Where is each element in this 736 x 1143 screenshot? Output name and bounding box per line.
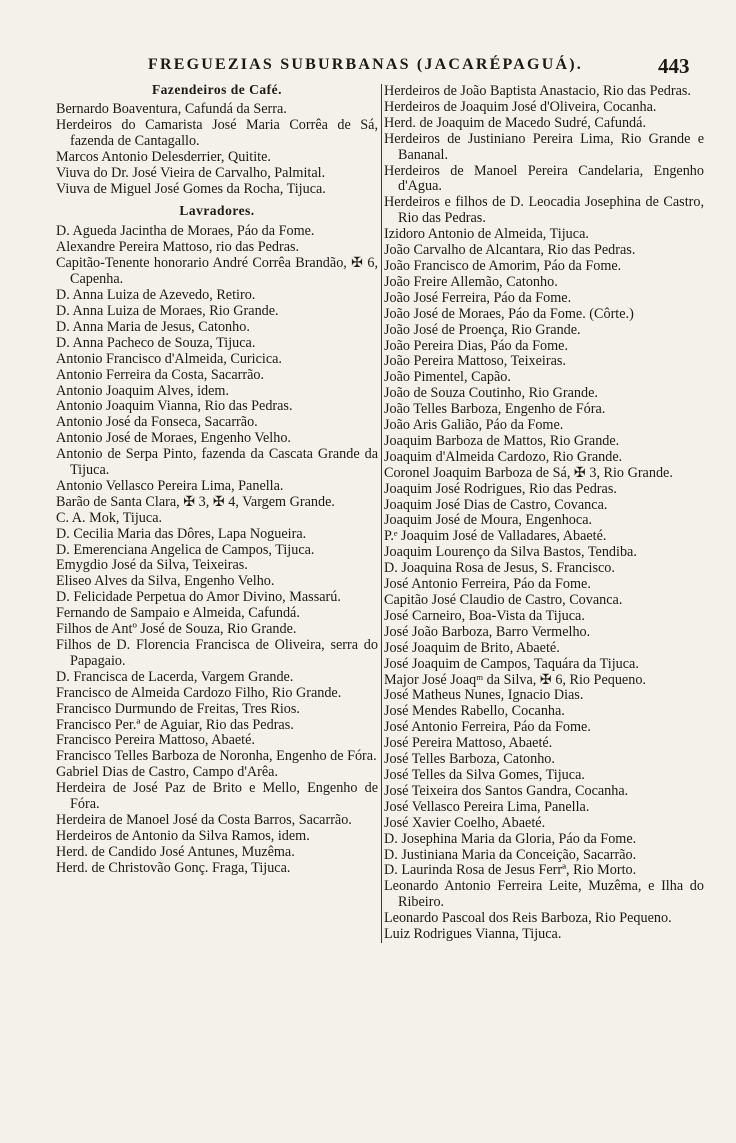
directory-entry: João Pereira Mattoso, Teixeiras. [384, 353, 566, 370]
directory-entry: Viuva do Dr. José Vieira de Carvalho, Palmital. [56, 164, 326, 181]
directory-entry: João Carvalho de Alcantara, Rio das Pedras. [384, 242, 636, 259]
directory-entry: Antonio Vellasco Pereira Lima, Panella. [56, 477, 284, 494]
directory-entry: Joaquim Lourenço da Silva Bastos, Tendiba. [384, 544, 637, 561]
directory-entry: Fernando de Sampaio e Almeida, Cafundá. [56, 605, 300, 622]
directory-entry: Filhos de Antº José de Souza, Rio Grande. [56, 621, 297, 638]
directory-entry: Luiz Rodrigues Vianna, Tijuca. [384, 926, 562, 943]
directory-entry: José Carneiro, Boa-Vista da Tijuca. [384, 607, 585, 624]
directory-entry: José Vellasco Pereira Lima, Panella. [384, 798, 590, 815]
directory-entry: Herd. de Joaquim de Macedo Sudré, Cafundá. [384, 114, 646, 131]
directory-entry: Herdeiros de Antonio da Silva Ramos, idem. [56, 827, 310, 844]
directory-entry: José Telles da Silva Gomes, Tijuca. [384, 766, 585, 783]
directory-entry: Joaquim José Dias de Castro, Covanca. [384, 496, 608, 513]
directory-entry: Eliseo Alves da Silva, Engenho Velho. [56, 573, 275, 590]
directory-entry: José Joaquim de Campos, Taquára da Tijuca. [384, 655, 639, 672]
directory-entry: Coronel Joaquim Barboza de Sá, ✠ 3, Rio Grande. [384, 464, 673, 481]
directory-entry: D. Agueda Jacintha de Moraes, Páo da Fome. [56, 223, 315, 240]
directory-entry: José Telles Barboza, Catonho. [384, 751, 555, 768]
directory-entry: Leonardo Antonio Ferreira Leite, Muzêma, e Ilha do Ribeiro. [384, 878, 704, 911]
directory-entry: João Pimentel, Capão. [384, 369, 511, 386]
directory-entry: Antonio Joaquim Vianna, Rio das Pedras. [56, 398, 293, 415]
directory-entry: José Pereira Mattoso, Abaeté. [384, 735, 553, 752]
directory-entry: Antonio José de Moraes, Engenho Velho. [56, 430, 291, 447]
directory-entry: Leonardo Pascoal dos Reis Barboza, Rio Pequeno. [384, 910, 672, 927]
directory-entry: João Pereira Dias, Páo da Fome. [384, 337, 569, 354]
right-column [381, 84, 704, 943]
directory-entry: C. A. Mok, Tijuca. [56, 509, 163, 526]
directory-entry: Herdeiros de Justiniano Pereira Lima, Rio Grande e Bananal. [384, 130, 704, 163]
directory-entry: Gabriel Dias de Castro, Campo d'Arêa. [56, 764, 279, 781]
directory-entry: D. Francisca de Lacerda, Vargem Grande. [56, 668, 294, 685]
directory-entry: Herdeiros de João Baptista Anastacio, Rio das Pedras. [384, 83, 691, 99]
lavradores-list [56, 224, 378, 876]
directory-entry: Herdeiros do Camarista José Maria Corrêa de Sá, fazenda de Cantagallo. [56, 116, 378, 149]
directory-entry: Alexandre Pereira Mattoso, rio das Pedras. [56, 239, 300, 256]
directory-entry: D. Anna Maria de Jesus, Catonho. [56, 318, 250, 335]
directory-entry: João José de Moraes, Páo da Fome. (Côrte.) [384, 305, 634, 322]
directory-entry: Antonio José da Fonseca, Sacarrão. [56, 414, 258, 431]
directory-entry: Herd. de Christovão Gonç. Fraga, Tijuca. [56, 859, 291, 876]
directory-entry: Marcos Antonio Delesderrier, Quitite. [56, 148, 271, 165]
directory-entry: D. Felicidade Perpetua do Amor Divino, Massarú. [56, 589, 341, 606]
fazendeiros-list [56, 102, 378, 197]
directory-entry: Francisco de Almeida Cardozo Filho, Rio Grande. [56, 684, 342, 701]
directory-entry: Viuva de Miguel José Gomes da Rocha, Tijuca. [56, 180, 326, 197]
directory-entry: Herdeira de José Paz de Brito e Mello, Engenho de Fóra. [56, 780, 378, 813]
directory-entry: José Antonio Ferreira, Páo da Fome. [384, 719, 591, 736]
directory-entry: Capitão-Tenente honorario André Corrêa Brandão, ✠ 6, Capenha. [56, 255, 378, 288]
directory-entry: P.ᵉ Joaquim José de Valladares, Abaeté. [384, 528, 607, 545]
directory-entry: Joaquim Barboza de Mattos, Rio Grande. [384, 432, 620, 449]
directory-entry: Antonio Ferreira da Costa, Sacarrão. [56, 366, 265, 383]
directory-entry: D. Joaquina Rosa de Jesus, S. Francisco. [384, 560, 615, 577]
directory-entry: D. Anna Luiza de Moraes, Rio Grande. [56, 302, 279, 319]
directory-entry: João de Souza Coutinho, Rio Grande. [384, 385, 598, 402]
directory-entry: Joaquim José de Moura, Engenhoca. [384, 512, 593, 529]
directory-entry: Herdeiros e filhos de D. Leocadia Josephina de Castro, Rio das Pedras. [384, 194, 704, 227]
directory-entry: João Aris Galião, Páo da Fome. [384, 417, 564, 434]
directory-entry: Antonio Joaquim Alves, idem. [56, 382, 229, 399]
page-number: 443 [658, 54, 690, 78]
directory-entry: Herdeiros de Manoel Pereira Candelaria, Engenho d'Agua. [384, 162, 704, 195]
directory-entry: Antonio de Serpa Pinto, fazenda da Cascata Grande da Tijuca. [56, 446, 378, 479]
directory-entry: José Xavier Coelho, Abaeté. [384, 814, 546, 831]
directory-entry: João José Ferreira, Páo da Fome. [384, 289, 572, 306]
directory-entry: D. Anna Luiza de Azevedo, Retiro. [56, 287, 256, 304]
directory-entry: D. Josephina Maria da Gloria, Páo da Fome. [384, 830, 637, 847]
directory-entry: Barão de Santa Clara, ✠ 3, ✠ 4, Vargem Grande. [56, 493, 335, 510]
directory-entry: José João Barboza, Barro Vermelho. [384, 623, 591, 640]
left-column [56, 82, 378, 877]
directory-entry: José Matheus Nunes, Ignacio Dias. [384, 687, 584, 704]
directory-entry: João Francisco de Amorim, Páo da Fome. [384, 257, 622, 274]
page-header [0, 52, 736, 82]
directory-entry: Izidoro Antonio de Almeida, Tijuca. [384, 226, 589, 243]
directory-entry: João Telles Barboza, Engenho de Fóra. [384, 401, 606, 418]
directory-entry: Francisco Telles Barboza de Noronha, Engenho de Fóra. [56, 748, 377, 765]
directory-entry: Francisco Pereira Mattoso, Abaeté. [56, 732, 255, 749]
directory-entry: José Antonio Ferreira, Páo da Fome. [384, 576, 591, 593]
page-title: FREGUEZIAS SUBURBANAS (JACARÉPAGUÁ). [148, 56, 583, 73]
directory-entry: José Mendes Rabello, Cocanha. [384, 703, 565, 720]
directory-entry: Major José Joaqᵐ da Silva, ✠ 6, Rio Pequeno. [384, 671, 646, 688]
directory-entry: João Freire Allemão, Catonho. [384, 273, 558, 290]
directory-entry: Capitão José Claudio de Castro, Covanca. [384, 592, 623, 608]
directory-entry: João José de Proença, Rio Grande. [384, 321, 581, 338]
directory-entry: Francisco Per.ª de Aguiar, Rio das Pedras. [56, 716, 294, 733]
directory-entry: D. Anna Pacheco de Souza, Tijuca. [56, 334, 256, 351]
directory-entry: Joaquim d'Almeida Cardozo, Rio Grande. [384, 448, 623, 465]
directory-entry: Antonio Francisco d'Almeida, Curicica. [56, 350, 282, 367]
directory-entry: D. Laurinda Rosa de Jesus Ferrª, Rio Morto. [384, 862, 637, 879]
directory-entry: José Teixeira dos Santos Gandra, Cocanha. [384, 782, 629, 799]
directory-entry: Filhos de D. Florencia Francisca de Oliveira, serra do Papagaio. [56, 637, 378, 669]
directory-entry: Emygdio José da Silva, Teixeiras. [56, 557, 248, 574]
lavradores-heading: Lavradores. [179, 203, 255, 219]
fazendeiros-heading: Fazendeiros de Café. [151, 82, 283, 97]
directory-entry: Bernardo Boaventura, Cafundá da Serra. [56, 101, 287, 117]
directory-entry: Herdeira de Manoel José da Costa Barros, Sacarrão. [56, 811, 352, 828]
directory-entry: Francisco Durmundo de Freitas, Tres Rios. [56, 700, 300, 717]
directory-entry: D. Justiniana Maria da Conceição, Sacarrão. [384, 846, 637, 863]
directory-entry: D. Cecilia Maria das Dôres, Lapa Nogueira. [56, 525, 307, 542]
directory-entry: José Joaquim de Brito, Abaeté. [384, 639, 560, 656]
right-entries-list [384, 84, 704, 943]
directory-entry: D. Emerenciana Angelica de Campos, Tijuca. [56, 541, 315, 558]
directory-entry: Herd. de Candido José Antunes, Muzêma. [56, 843, 295, 860]
directory-entry: Joaquim José Rodrigues, Rio das Pedras. [384, 480, 617, 497]
directory-entry: Herdeiros de Joaquim José d'Oliveira, Cocanha. [384, 98, 657, 115]
